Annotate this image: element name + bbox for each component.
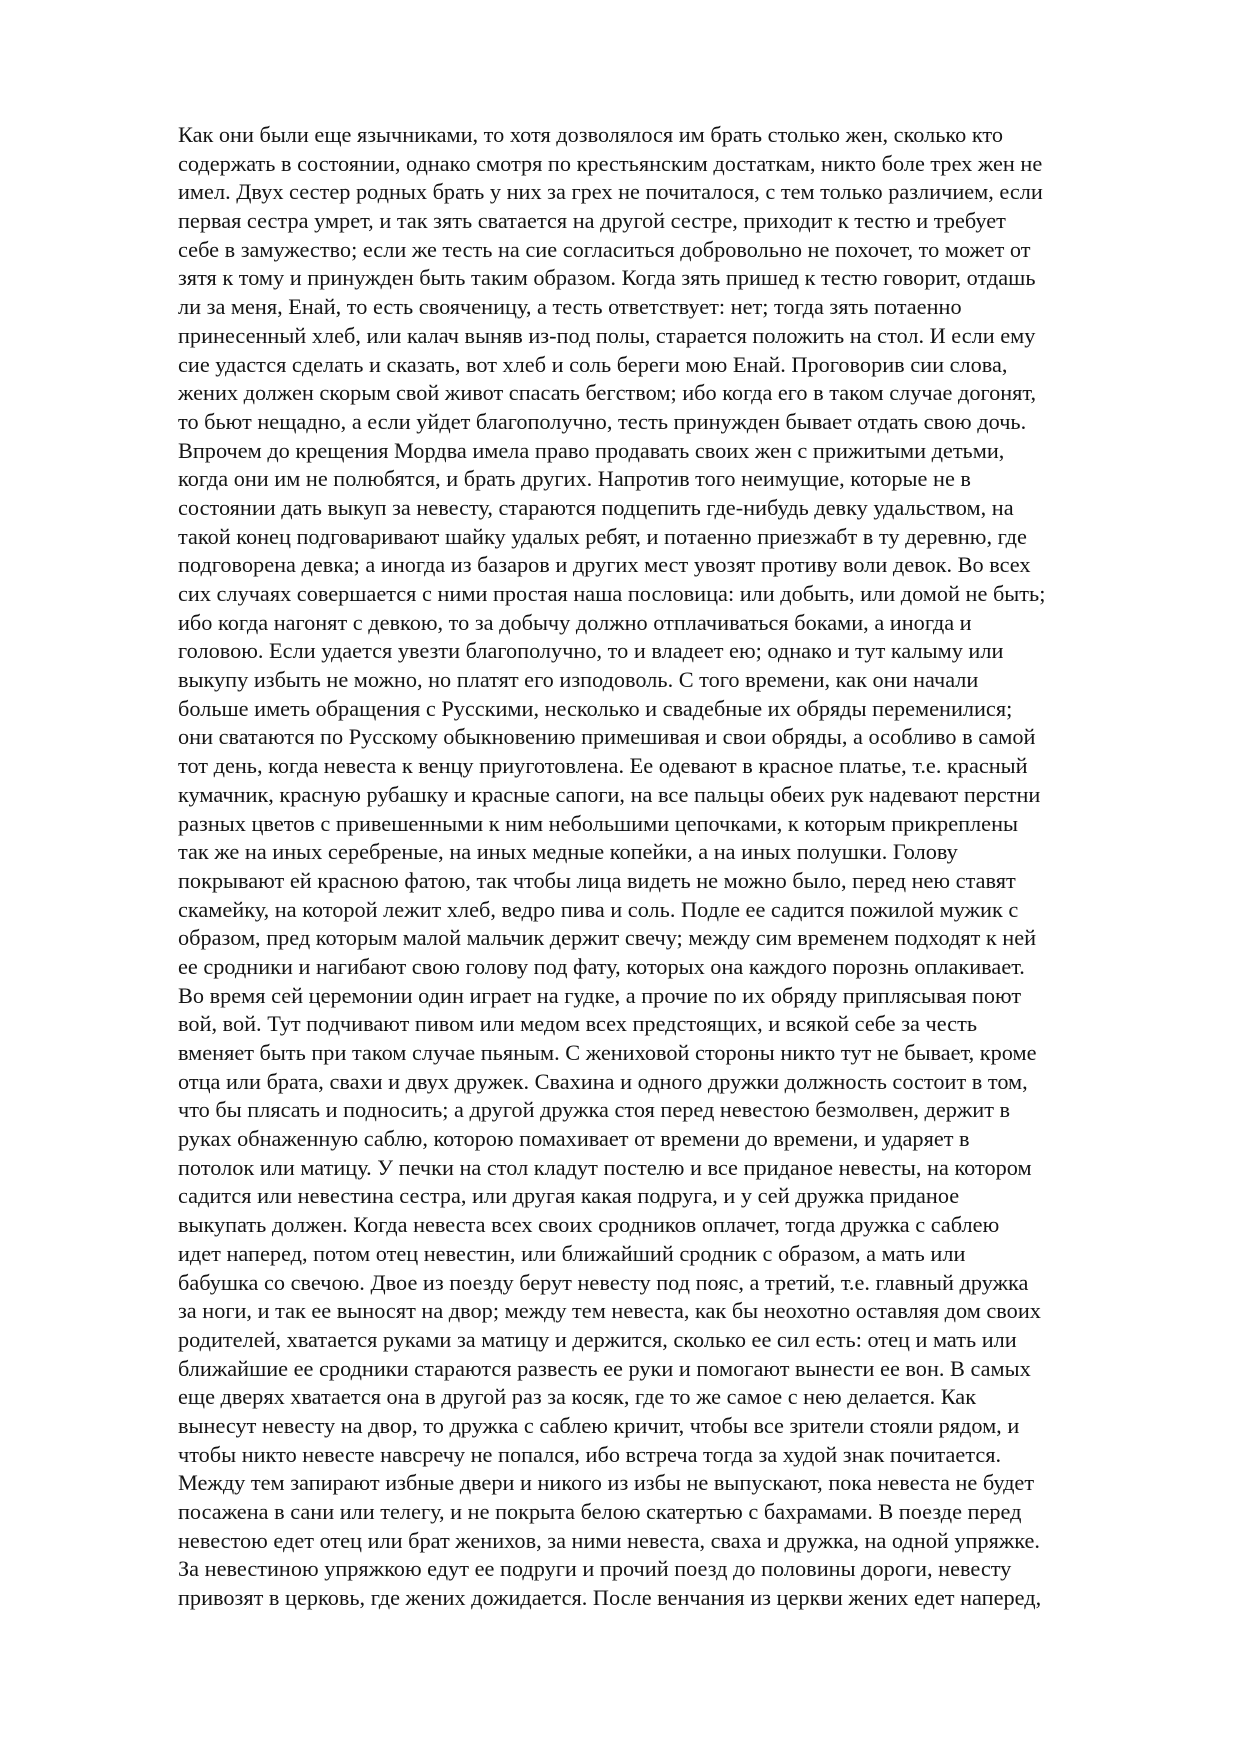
body-text — [178, 121, 1178, 1613]
text-line: когда они им не полюбятся, и брать других. Напротив того неимущие, которые не в — [178, 466, 971, 492]
text-line: принесенный хлеб, или калач выняв из-под полы, старается положить на стол. И если ему — [178, 322, 1036, 348]
text-line: состоянии дать выкуп за невесту, стараются подцепить где-нибудь девку удальством, на — [178, 494, 1014, 520]
text-line: еще дверях хватается она в другой раз за косяк, где то же самое с нею делается. Как — [178, 1384, 977, 1410]
text-line: покрывают ей красною фатою, так чтобы лица видеть не можно было, перед нею ставят — [178, 867, 1016, 893]
text-line: родителей, хватается руками за матицу и держится, сколько ее сил есть: отец и мать или — [178, 1326, 1017, 1352]
text-line: головою. Если удается увезти благополучно, то и владеет ею; однако и тут калыму или — [178, 638, 1004, 664]
text-line: жених должен скорым свой живот спасать бегством; ибо когда его в таком случае догонят, — [178, 380, 1037, 406]
text-line: потолок или матицу. У печки на стол кладут постелю и все приданое невесты, на котором — [178, 1154, 1032, 1180]
text-line: привозят в церковь, где жених дожидается. После венчания из церкви жених едет наперед, — [178, 1585, 1042, 1611]
text-line: садится или невестина сестра, или другая какая подруга, и у сей дружка приданое — [178, 1183, 960, 1209]
text-line: то бьют нещадно, а если уйдет благополучно, тесть принужден бывает отдать свою дочь. — [178, 408, 1027, 434]
text-line: Между тем запирают избные двери и никого из избы не выпускают, пока невеста не будет — [178, 1470, 1035, 1496]
text-line: ее сродники и нагибают свою голову под фату, которых она каждого порознь оплакивает. — [178, 953, 1025, 979]
text-line: сих случаях совершается с ними простая наша пословица: или добыть, или домой не быть; — [178, 581, 1046, 606]
text-line: сие удастся сделать и сказать, вот хлеб и соль береги мою Енай. Проговорив сии слова, — [178, 351, 1008, 377]
text-line: Как они были еще язычниками, то хотя дозволялося им брать столько жен, сколько кто — [178, 122, 1003, 147]
text-line: посажена в сани или телегу, и не покрыта белою скатертью с бахрамами. В поезде перед — [178, 1499, 1022, 1524]
text-line: подговорена девка; а иногда из базаров и других мест увозят противу воли девок. Во всех — [178, 552, 1031, 578]
text-line: содержать в состоянии, однако смотря по крестьянским достаткам, никто боле трех жен не — [178, 150, 1043, 176]
text-line: вменяет быть при таком случае пьяным. С жениховой стороны никто тут не бывает, кроме — [178, 1040, 1037, 1065]
text-line: так же на иных серебреные, на иных медные копейки, а на иных полушки. Голову — [178, 839, 958, 865]
text-line: чтобы никто невесте навсречу не попался, ибо встреча тогда за худой знак почитается. — [178, 1441, 1002, 1467]
text-line: зятя к тому и принужден быть таким образом. Когда зять пришед к тестю говорит, отдашь — [178, 265, 1036, 291]
text-line: себе в замужество; если же тесть на сие согласиться добровольно не похочет, то может от — [178, 236, 1031, 262]
text-line: Впрочем до крещения Мордва имела право продавать своих жен с прижитыми детьми, — [178, 437, 1005, 463]
text-line: ибо когда нагонят с девкою, то за добычу должно отплачиваться боками, а иногда и — [178, 609, 972, 635]
text-line: невестою едет отец или брат женихов, за ними невеста, сваха и дружка, на одной упряжке. — [178, 1527, 1040, 1553]
text-line: разных цветов с привешенными к ним небольшими цепочками, к которым прикреплены — [178, 810, 1018, 836]
text-line: вынесут невесту на двор, то дружка с саблею кричит, чтобы все зрители стояли рядом, и — [178, 1412, 1020, 1438]
text-line: такой конец подговаривают шайку удалых ребят, и потаенно приезжабт в ту деревню, где — [178, 523, 1027, 549]
text-line: они сватаются по Русскому обыкновению примешивая и свои обряды, а особливо в самой — [178, 724, 1036, 750]
text-line: больше иметь обращения с Русскими, несколько и свадебные их обряды переменилися; — [178, 695, 1013, 721]
text-line: выкупу избыть не можно, но платят его изподоволь. С того времени, как они начали — [178, 667, 979, 693]
text-line: выкупать должен. Когда невеста всех своих сродников оплачет, тогда дружка с саблею — [178, 1212, 1000, 1238]
text-line: вой, вой. Тут подчивают пивом или медом всех предстоящих, и всякой себе за честь — [178, 1011, 977, 1037]
text-line: образом, пред которым малой мальчик держит свечу; между сим временем подходят к ней — [178, 925, 1037, 951]
text-line: отца или брата, свахи и двух дружек. Свахина и одного дружки должность состоит в том, — [178, 1068, 1028, 1094]
text-line: что бы плясать и подносить; а другой дружка стоя перед невестою безмолвен, держит в — [178, 1097, 1011, 1123]
text-line: ли за меня, Енай, то есть свояченицу, а тесть ответствует: нет; тогда зять потаенно — [178, 294, 962, 320]
text-line: тот день, когда невеста к венцу приуготовлена. Ее одевают в красное платье, т.е. красный — [178, 753, 1028, 779]
text-line: руках обнаженную саблю, которою помахивает от времени до времени, и ударяет в — [178, 1126, 970, 1152]
text-line: первая сестра умрет, и так зять сватается на другой сестре, приходит к тестю и требует — [178, 208, 1006, 234]
text-line: идет наперед, потом отец невестин, или ближайший сродник с образом, а мать или — [178, 1240, 966, 1266]
text-line: Во время сей церемонии один играет на гудке, а прочие по их обряду приплясывая поют — [178, 982, 1022, 1008]
text-line: бабушка со свечою. Двое из поезду берут невесту под пояс, а третий, т.е. главный дружка — [178, 1269, 1029, 1295]
text-line: имел. Двух сестер родных брать у них за грех не почиталося, с тем только различием, если — [178, 179, 1043, 205]
text-line: скамейку, на которой лежит хлеб, ведро пива и соль. Подле ее садится пожилой мужик с — [178, 896, 1019, 922]
text-line: За невестиною упряжкою едут ее подруги и прочий поезд до половины дороги, невесту — [178, 1556, 1012, 1582]
text-line: за ноги, и так ее выносят на двор; между тем невеста, как бы неохотно оставляя дом своих — [178, 1298, 1041, 1324]
text-line: ближайшие ее сродники стараются развесть ее руки и помогают вынести ее вон. В самых — [178, 1355, 1031, 1381]
text-line: кумачник, красную рубашку и красные сапоги, на все пальцы обеих рук надевают перстни — [178, 781, 1041, 807]
